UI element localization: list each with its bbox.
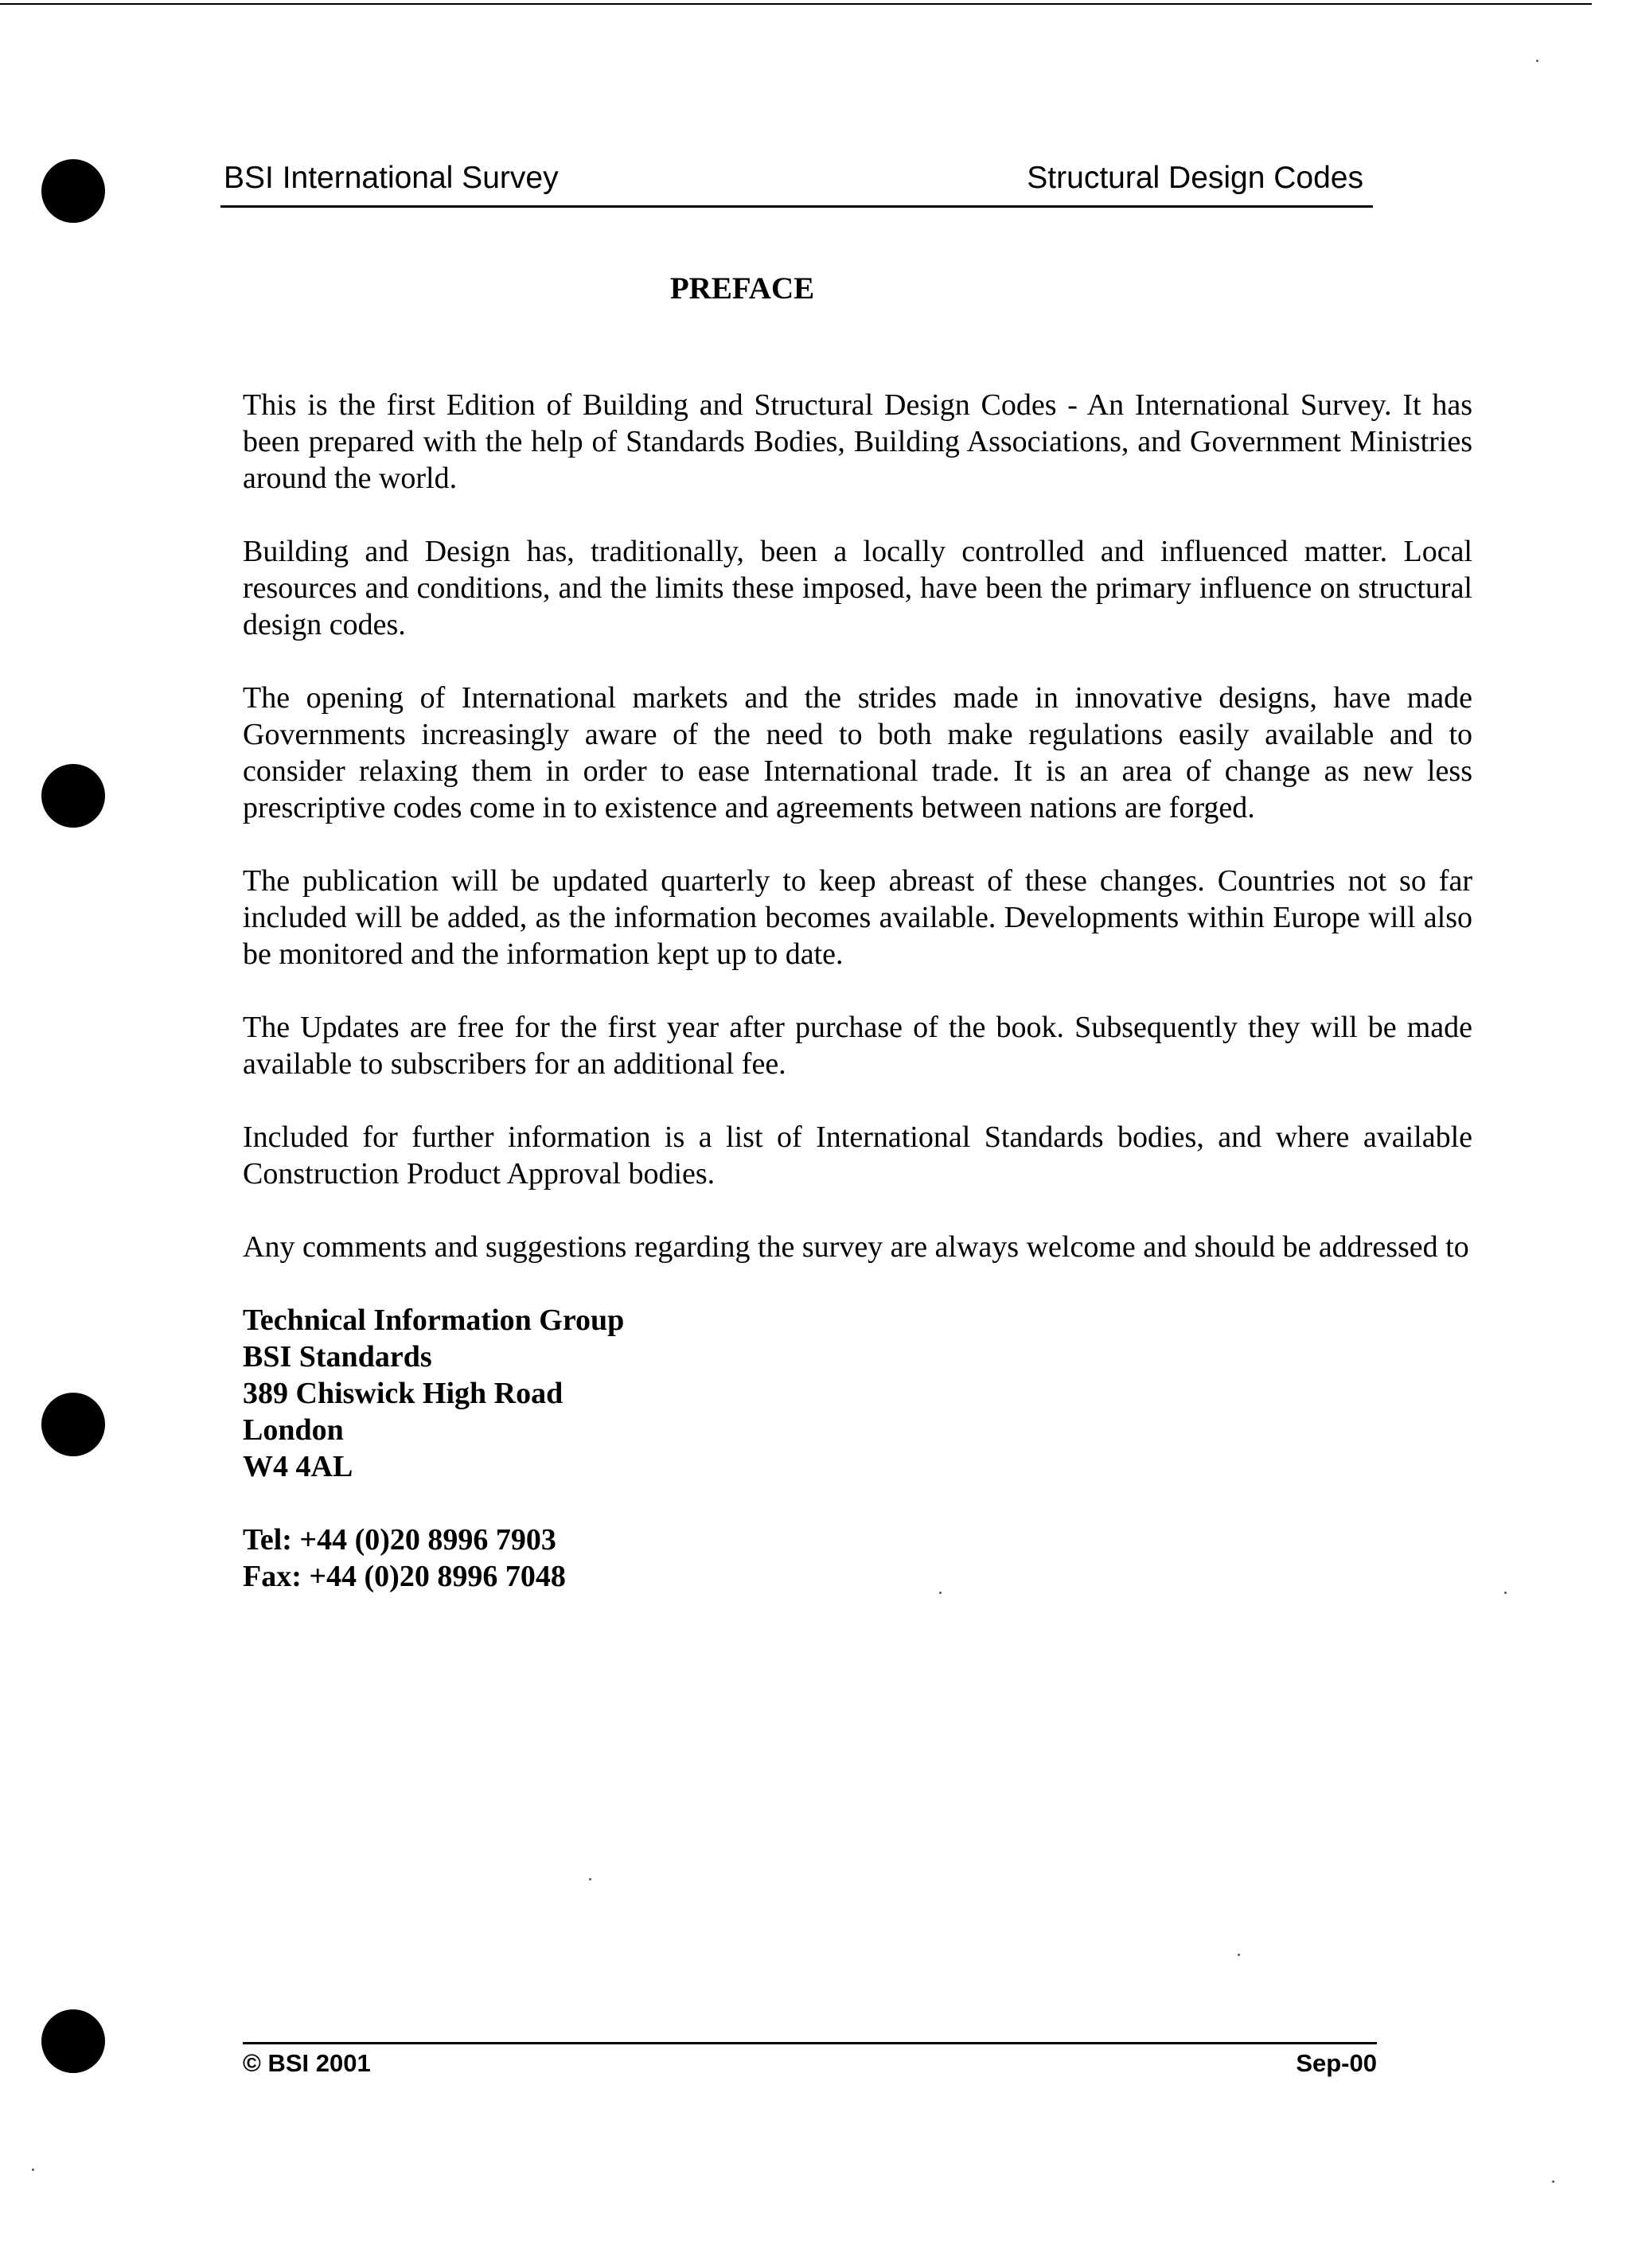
page-body [243,271,1472,1631]
footer-copyright: © BSI 2001 [243,2049,371,2077]
scan-speck [1536,60,1538,62]
paragraph-6: Included for further information is a list of International Standards bodies, and where available Construction Product Approval bodies. [243,1120,1472,1191]
scan-speck [1552,2180,1554,2183]
top-scan-rule [0,3,1592,5]
address-line-5: W4 4AL [243,1450,353,1483]
address-line-4: London [243,1413,344,1447]
paragraph-2: Building and Design has, traditionally, been a locally controlled and influenced matter. Local resources and conditions, and the limits these imposed, have been the primary influence on structural design codes. [243,535,1472,641]
page-header [220,158,1373,208]
scan-speck [939,1592,942,1594]
address-line-1: Technical Information Group [243,1304,625,1337]
page-title: PREFACE [669,271,815,306]
punch-hole-1 [41,159,105,223]
page-footer [243,2042,1377,2078]
address-line-3: 389 Chiswick High Road [243,1377,563,1410]
paragraph-1: This is the first Edition of Building and Structural Design Codes - An International Survey. It has been prepared with the help of Standards Bodies, Building Associations, and Government Ministries around the world. [243,388,1472,495]
header-left: BSI International Survey [224,161,559,195]
header-right: Structural Design Codes [1027,161,1363,195]
scan-speck [589,1878,591,1880]
scan-speck [1504,1592,1507,1594]
scan-speck [1238,1954,1240,1956]
punch-hole-3 [41,1393,105,1456]
contact-block [243,1522,1472,1595]
paragraph-5: The Updates are free for the first year after purchase of the book. Subsequently they will be made available to subscribers for an additional fee. [243,1011,1472,1081]
scan-speck [32,2169,34,2171]
telephone: Tel: +44 (0)20 8996 7903 [243,1523,556,1557]
paragraph-3: The opening of International markets and the strides made in innovative designs, have made Governments increasingly aware of the need to both make regulations easily available and to consider relaxing them in order to ease International trade. It is an area of change as new less prescriptive codes come in to existence and agreements between nations are forged. [243,681,1472,824]
punch-hole-2 [41,764,105,828]
paragraph-4: The publication will be updated quarterly to keep abreast of these changes. Countries not so far included will be added, as the information becomes available. Developments within Europe will also be monitored and the information kept up to date. [243,864,1472,971]
fax: Fax: +44 (0)20 8996 7048 [243,1560,566,1593]
address-line-2: BSI Standards [243,1340,432,1374]
footer-date: Sep-00 [1296,2049,1377,2077]
paragraph-7: Any comments and suggestions regarding the survey are always welcome and should be addressed to [243,1230,1469,1264]
punch-hole-4 [41,2009,105,2073]
address-block [243,1302,1472,1485]
